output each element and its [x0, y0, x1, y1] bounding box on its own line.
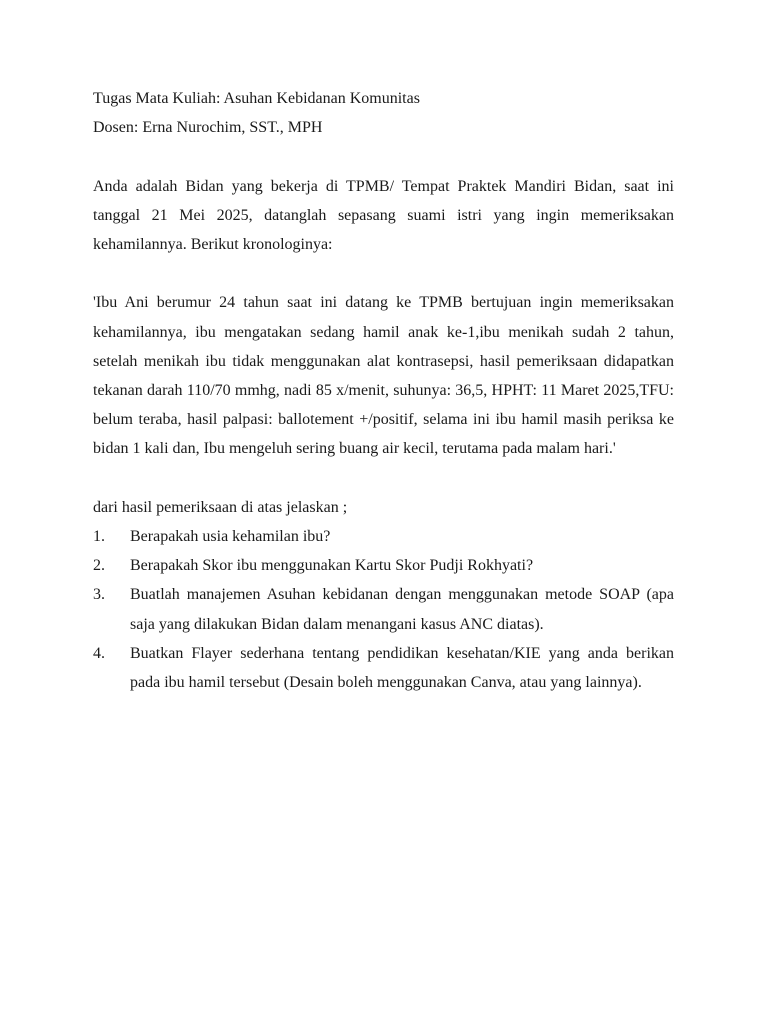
question-text: Berapakah usia kehamilan ibu?	[130, 528, 331, 545]
document-page	[93, 84, 674, 697]
question-item	[93, 522, 674, 551]
intro-paragraph: Anda adalah Bidan yang bekerja di TPMB/ Tempat Praktek Mandiri Bidan, saat ini tanggal 21 Mei 2025, datanglah sepasang suami istri yang ingin memeriksakan kehamilannya. Berikut kronologinya:	[93, 177, 674, 253]
spacer	[93, 142, 674, 171]
question-item	[93, 580, 674, 638]
question-text: Buatkan Flayer sederhana tentang pendidikan kesehatan/KIE yang anda berikan pada ibu hamil tersebut (Desain boleh menggunakan Canva, atau yang lainnya).	[130, 644, 674, 692]
case-paragraph: 'Ibu Ani berumur 24 tahun saat ini datang ke TPMB bertujuan ingin memeriksakan kehamilannya, ibu mengatakan sedang hamil anak ke-1,ibu menikah sudah 2 tahun, setelah menikah ibu tidak menggunakan alat kontrasepsi, hasil pemeriksaan didapatkan tekanan darah 110/70 mmhg, nadi 85 x/menit, suhunya: 36,5, HPHT: 11 Maret 2025,TFU: belum teraba, hasil palpasi: ballotement +/positif, selama ini ibu hamil masih periksa ke bidan 1 kali dan, Ibu mengeluh sering buang air kecil, terutama pada malam hari.'	[93, 294, 674, 458]
spacer	[93, 259, 674, 288]
question-number: 4.	[93, 644, 105, 662]
question-list	[93, 522, 674, 697]
question-text: Buatlah manajemen Asuhan kebidanan dengan menggunakan metode SOAP (apa saja yang dilakukan Bidan dalam menangani kasus ANC diatas).	[130, 586, 674, 633]
question-intro: dari hasil pemeriksaan di atas jelaskan ;	[93, 498, 348, 516]
question-item	[93, 551, 674, 580]
spacer	[93, 464, 674, 493]
course-title: Tugas Mata Kuliah: Asuhan Kebidanan Komunitas	[93, 90, 420, 107]
question-number: 2.	[93, 557, 105, 575]
lecturer-line: Dosen: Erna Nurochim, SST., MPH	[93, 119, 323, 137]
question-number: 3.	[93, 586, 105, 604]
question-number: 1.	[93, 528, 105, 545]
question-text: Berapakah Skor ibu menggunakan Kartu Skor Pudji Rokhyati?	[130, 557, 534, 575]
question-item	[93, 639, 674, 697]
